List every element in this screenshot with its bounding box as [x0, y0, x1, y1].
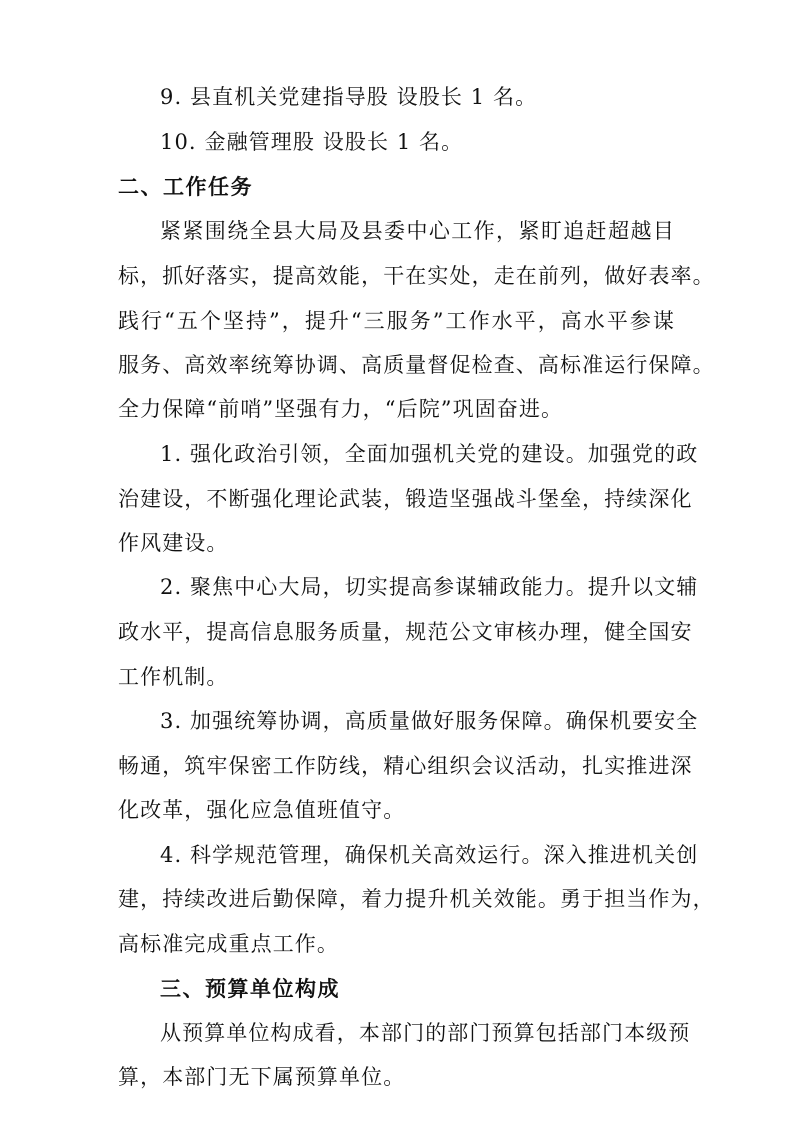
paragraph-line: 全力保障“前哨”坚强有力，“后院”巩固奋进。 — [118, 397, 564, 421]
paragraph-line: 服务、高效率统筹协调、高质量督促检查、高标准运行保障。 — [118, 353, 715, 377]
paragraph-line: 高标准完成重点工作。 — [118, 932, 339, 956]
paragraph-line: 治建设，不断强化理论武装，锻造坚强战斗堡垒，持续深化 — [118, 487, 693, 511]
paragraph-line: 化改革，强化应急值班值守。 — [118, 798, 406, 822]
list-item-9: 9. 县直机关党建指导股 设股长 1 名。 — [160, 85, 538, 109]
paragraph-line: 畅通，筑牢保密工作防线，精心组织会议活动，扎实推进深 — [118, 754, 693, 778]
paragraph-line: 政水平，提高信息服务质量，规范公文审核办理，健全国安 — [118, 620, 693, 644]
paragraph-line: 工作机制。 — [118, 665, 229, 689]
list-item-10: 10. 金融管理股 设股长 1 名。 — [160, 130, 464, 154]
paragraph-line: 从预算单位构成看，本部门的部门预算包括部门本级预 — [160, 1021, 691, 1045]
section-heading-budget-units: 三、预算单位构成 — [160, 977, 340, 1001]
paragraph-line: 紧紧围绕全县大局及县委中心工作，紧盯追赶超越目 — [160, 219, 675, 243]
paragraph-line: 算，本部门无下属预算单位。 — [118, 1065, 406, 1089]
section-heading-work-tasks: 二、工作任务 — [118, 175, 253, 199]
task-item-3: 3. 加强统筹协调，高质量做好服务保障。确保机要安全 — [160, 709, 699, 733]
task-item-1: 1. 强化政治引领，全面加强机关党的建设。加强党的政 — [160, 442, 699, 466]
task-item-4: 4. 科学规范管理，确保机关高效运行。深入推进机关创 — [160, 843, 699, 867]
paragraph-line: 作风建设。 — [118, 531, 229, 555]
paragraph-line: 标，抓好落实，提高效能，干在实处，走在前列，做好表率。 — [118, 264, 715, 288]
paragraph-line: 建，持续改进后勤保障，着力提升机关效能。勇于担当作为， — [118, 887, 715, 911]
task-item-2: 2. 聚焦中心大局，切实提高参谋辅政能力。提升以文辅 — [160, 575, 699, 599]
paragraph-line: 践行“五个坚持”，提升“三服务”工作水平，高水平参谋 — [118, 309, 675, 333]
